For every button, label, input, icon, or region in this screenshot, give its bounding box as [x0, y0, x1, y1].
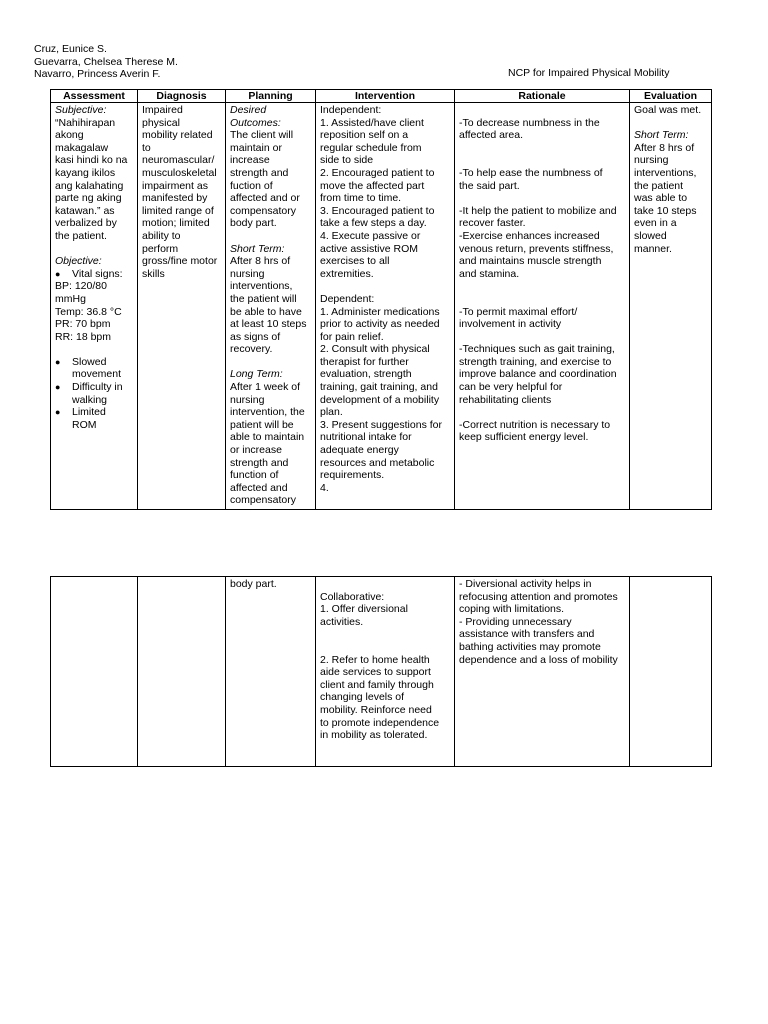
subjective-line: parte ng aking [55, 192, 122, 205]
subjective-line: ang kalahating [55, 179, 124, 192]
rationale-line: -To help ease the numbness of [459, 166, 603, 179]
rationale-line: can be very helpful for [459, 381, 563, 394]
diagnosis-line: skills [142, 267, 165, 280]
evaluation-goal: Goal was met. [634, 104, 702, 116]
dependent-line: 4. [320, 481, 329, 494]
evaluation-line: slowed [634, 229, 667, 242]
dependent-line: 3. Present suggestions for [320, 418, 442, 431]
independent-line: exercises to all [320, 255, 390, 268]
author-name: Guevarra, Chelsea Therese M. [34, 55, 178, 68]
independent-line: extremities. [320, 267, 374, 280]
column-header-evaluation: Evaluation [630, 90, 712, 103]
rationale-line: -To decrease numbness in the [459, 116, 600, 129]
rationale-line: strength training, and exercise to [459, 355, 612, 368]
desired-outcome-line: strength and [230, 166, 289, 179]
subjective-line: makagalaw [55, 141, 109, 154]
dependent-line: for pain relief. [320, 330, 384, 343]
subjective-line: the patient. [55, 229, 107, 242]
desired-outcomes-label: Outcomes: [230, 116, 281, 129]
independent-line: active assistive ROM [320, 242, 419, 255]
dependent-line: prior to activity as needed [320, 318, 440, 331]
dependent-line: requirements. [320, 469, 385, 482]
rationale-line: -It help the patient to mobilize and [459, 204, 617, 217]
subjective-line: akong [55, 129, 84, 142]
intervention-cell [316, 103, 455, 510]
collaborative-line: client and family through [320, 678, 434, 691]
dependent-line: development of a mobility [320, 393, 440, 406]
dependent-line: evaluation, strength [320, 368, 412, 381]
planning-cell [226, 103, 316, 510]
subjective-line: kasi hindi ko na [55, 154, 128, 167]
desired-outcome-line: body part. [230, 217, 277, 230]
rationale-line: bathing activities may promote [459, 640, 601, 653]
table-row [51, 577, 712, 767]
planning-line: body part. [230, 578, 277, 590]
long-term-line: patient will be [230, 418, 294, 431]
long-term-line: function of [230, 469, 279, 482]
desired-outcome-line: fuction of [230, 179, 273, 192]
rationale-line: and maintains muscle strength [459, 255, 602, 268]
independent-line: reposition self on a [320, 129, 409, 142]
diagnosis-line: impairment as [142, 179, 208, 192]
diagnosis-line: physical [142, 116, 180, 129]
subjective-line: katawan.” as [55, 204, 115, 217]
rationale-line: -To permit maximal effort/ [459, 305, 578, 318]
diagnosis-cell [138, 103, 226, 510]
vital-sign-line: BP: 120/80 [55, 280, 107, 293]
column-header-intervention: Intervention [316, 90, 455, 103]
long-term-line: After 1 week of [230, 381, 301, 394]
evaluation-line: take 10 steps [634, 204, 697, 217]
finding-text: ● Slowed [72, 355, 107, 368]
independent-label: Independent: [320, 104, 382, 116]
subjective-line: “Nahihirapan [55, 116, 116, 129]
collaborative-line: activities. [320, 615, 364, 628]
long-term-line: strength and [230, 456, 289, 469]
diagnosis-line: motion; limited [142, 217, 210, 230]
column-header-diagnosis: Diagnosis [138, 90, 226, 103]
rationale-line: involvement in activity [459, 318, 562, 331]
rationale-line: improve balance and coordination [459, 368, 617, 381]
independent-line: move the affected part [320, 179, 425, 192]
evaluation-short-term-label: Short Term: [634, 129, 689, 142]
vital-signs-label: ● Vital signs: [72, 268, 134, 281]
evaluation-line: After 8 hrs of [634, 141, 695, 154]
diagnosis-line: neuromascular/ [142, 154, 215, 167]
short-term-line: the patient will [230, 292, 297, 305]
rationale-line: venous return, prevents stiffness, [459, 242, 614, 255]
table-row [51, 103, 712, 510]
long-term-line: compensatory [230, 494, 296, 507]
dependent-line: plan. [320, 406, 343, 419]
rationale-line: coping with limitations. [459, 603, 565, 616]
dependent-line: 1. Administer medications [320, 305, 440, 318]
assessment-cell [51, 103, 138, 510]
column-header-rationale: Rationale [455, 90, 630, 103]
assessment-cell [51, 577, 138, 767]
collaborative-line: changing levels of [320, 691, 405, 704]
evaluation-line: nursing [634, 154, 669, 167]
independent-line: 3. Encouraged patient to [320, 204, 435, 217]
collaborative-line: to promote independence [320, 716, 440, 729]
short-term-line: be able to have [230, 305, 302, 318]
desired-outcome-line: maintain or [230, 141, 282, 154]
collaborative-line: 2. Refer to home health [320, 653, 430, 666]
objective-label: Objective: [55, 255, 102, 268]
long-term-line: intervention, the [230, 406, 305, 419]
short-term-line: recovery. [230, 343, 273, 356]
rationale-line: assistance with transfers and [459, 628, 595, 641]
vital-signs-list [55, 268, 134, 281]
diagnosis-line: perform [142, 242, 179, 255]
dependent-label: Dependent: [320, 292, 375, 305]
collaborative-line: 1. Offer diversional [320, 603, 408, 616]
diagnosis-cell [138, 577, 226, 767]
diagnosis-line: Impaired [142, 104, 183, 116]
author-list [34, 43, 178, 81]
desired-outcome-line: affected and or [230, 192, 300, 205]
diagnosis-line: mobility related [142, 129, 213, 142]
author-name: Cruz, Eunice S. [34, 43, 107, 55]
diagnosis-line: limited range of [142, 204, 214, 217]
long-term-line: affected and [230, 481, 288, 494]
collaborative-line: in mobility as tolerated. [320, 729, 428, 742]
table-header-row [51, 90, 712, 103]
diagnosis-line: to [142, 141, 151, 154]
desired-outcome-line: increase [230, 154, 270, 167]
collaborative-line: aide services to support [320, 666, 431, 679]
evaluation-line: even in a [634, 217, 677, 230]
independent-line: 4. Execute passive or [320, 229, 421, 242]
desired-outcomes-label: Desired [230, 104, 267, 116]
findings-list [55, 356, 134, 432]
short-term-line: interventions, [230, 280, 293, 293]
intervention-cell [316, 577, 455, 767]
care-plan-table-continued [50, 576, 712, 767]
short-term-line: as signs of [230, 330, 281, 343]
rationale-line: recover faster. [459, 217, 526, 230]
care-plan-table [50, 89, 712, 510]
dependent-line: resources and metabolic [320, 456, 435, 469]
long-term-line: or increase [230, 444, 282, 457]
dependent-line: nutritional intake for [320, 431, 412, 444]
rationale-line: and stamina. [459, 267, 520, 280]
evaluation-line: was able to [634, 192, 688, 205]
desired-outcome-line: compensatory [230, 204, 296, 217]
dependent-line: training, gait training, and [320, 381, 438, 394]
subjective-line: verbalized by [55, 217, 117, 230]
finding-item [72, 406, 134, 431]
independent-line: regular schedule from [320, 141, 422, 154]
collaborative-line: mobility. Reinforce need [320, 703, 432, 716]
rationale-line: - Providing unnecessary [459, 615, 572, 628]
short-term-line: at least 10 steps [230, 318, 307, 331]
short-term-line: nursing [230, 267, 265, 280]
collaborative-label: Collaborative: [320, 590, 385, 603]
subjective-label: Subjective: [55, 104, 107, 116]
rationale-line: -Techniques such as gait training, [459, 343, 615, 356]
evaluation-cell [630, 103, 712, 510]
rationale-line: the said part. [459, 179, 520, 192]
dependent-line: 2. Consult with physical [320, 343, 430, 356]
planning-cell [226, 577, 316, 767]
finding-text: ● Difficulty in [72, 381, 123, 394]
rationale-line: rehabilitating clients [459, 393, 552, 406]
desired-outcome-line: The client will [230, 129, 294, 142]
finding-text: movement [72, 368, 122, 381]
rationale-cell [455, 103, 630, 510]
independent-line: from time to time. [320, 192, 402, 205]
finding-item [72, 381, 134, 406]
author-name: Navarro, Princess Averin F. [34, 68, 161, 80]
rationale-line: refocusing attention and promotes [459, 590, 618, 603]
document-title: NCP for Impaired Physical Mobility [508, 67, 670, 79]
rationale-line: -Correct nutrition is necessary to [459, 418, 611, 431]
evaluation-line: manner. [634, 242, 672, 255]
evaluation-line: the patient [634, 179, 684, 192]
vital-sign-line: mmHg [55, 292, 86, 305]
independent-line: 1. Assisted/have client [320, 116, 424, 129]
diagnosis-line: gross/fine motor [142, 255, 218, 268]
dependent-line: therapist for further [320, 355, 409, 368]
diagnosis-line: ability to [142, 229, 181, 242]
rationale-cell [455, 577, 630, 767]
short-term-label: Short Term: [230, 242, 285, 255]
rationale-line: - Diversional activity helps in [459, 578, 592, 590]
rationale-line: affected area. [459, 129, 524, 142]
evaluation-cell [630, 577, 712, 767]
column-header-planning: Planning [226, 90, 316, 103]
finding-text: ● Limited [72, 406, 106, 419]
dependent-line: adequate energy [320, 444, 399, 457]
finding-text: ROM [72, 418, 97, 431]
finding-text: walking [72, 393, 108, 406]
vital-sign-line: PR: 70 bpm [55, 318, 111, 331]
independent-line: take a few steps a day. [320, 217, 427, 230]
evaluation-line: interventions, [634, 166, 697, 179]
diagnosis-line: manifested by [142, 192, 208, 205]
finding-item [72, 356, 134, 381]
diagnosis-line: musculoskeletal [142, 166, 217, 179]
long-term-line: able to maintain [230, 431, 305, 444]
long-term-line: nursing [230, 393, 265, 406]
short-term-line: After 8 hrs of [230, 255, 291, 268]
rationale-line: dependence and a loss of mobility [459, 653, 618, 666]
independent-line: side to side [320, 154, 374, 167]
rationale-line: keep sufficient energy level. [459, 431, 589, 444]
subjective-line: kayang ikilos [55, 166, 116, 179]
vital-sign-line: Temp: 36.8 °C [55, 305, 122, 318]
column-header-assessment: Assessment [51, 90, 138, 103]
long-term-label: Long Term: [230, 368, 283, 381]
rationale-line: -Exercise enhances increased [459, 229, 600, 242]
independent-line: 2. Encouraged patient to [320, 166, 435, 179]
vital-sign-line: RR: 18 bpm [55, 330, 112, 343]
